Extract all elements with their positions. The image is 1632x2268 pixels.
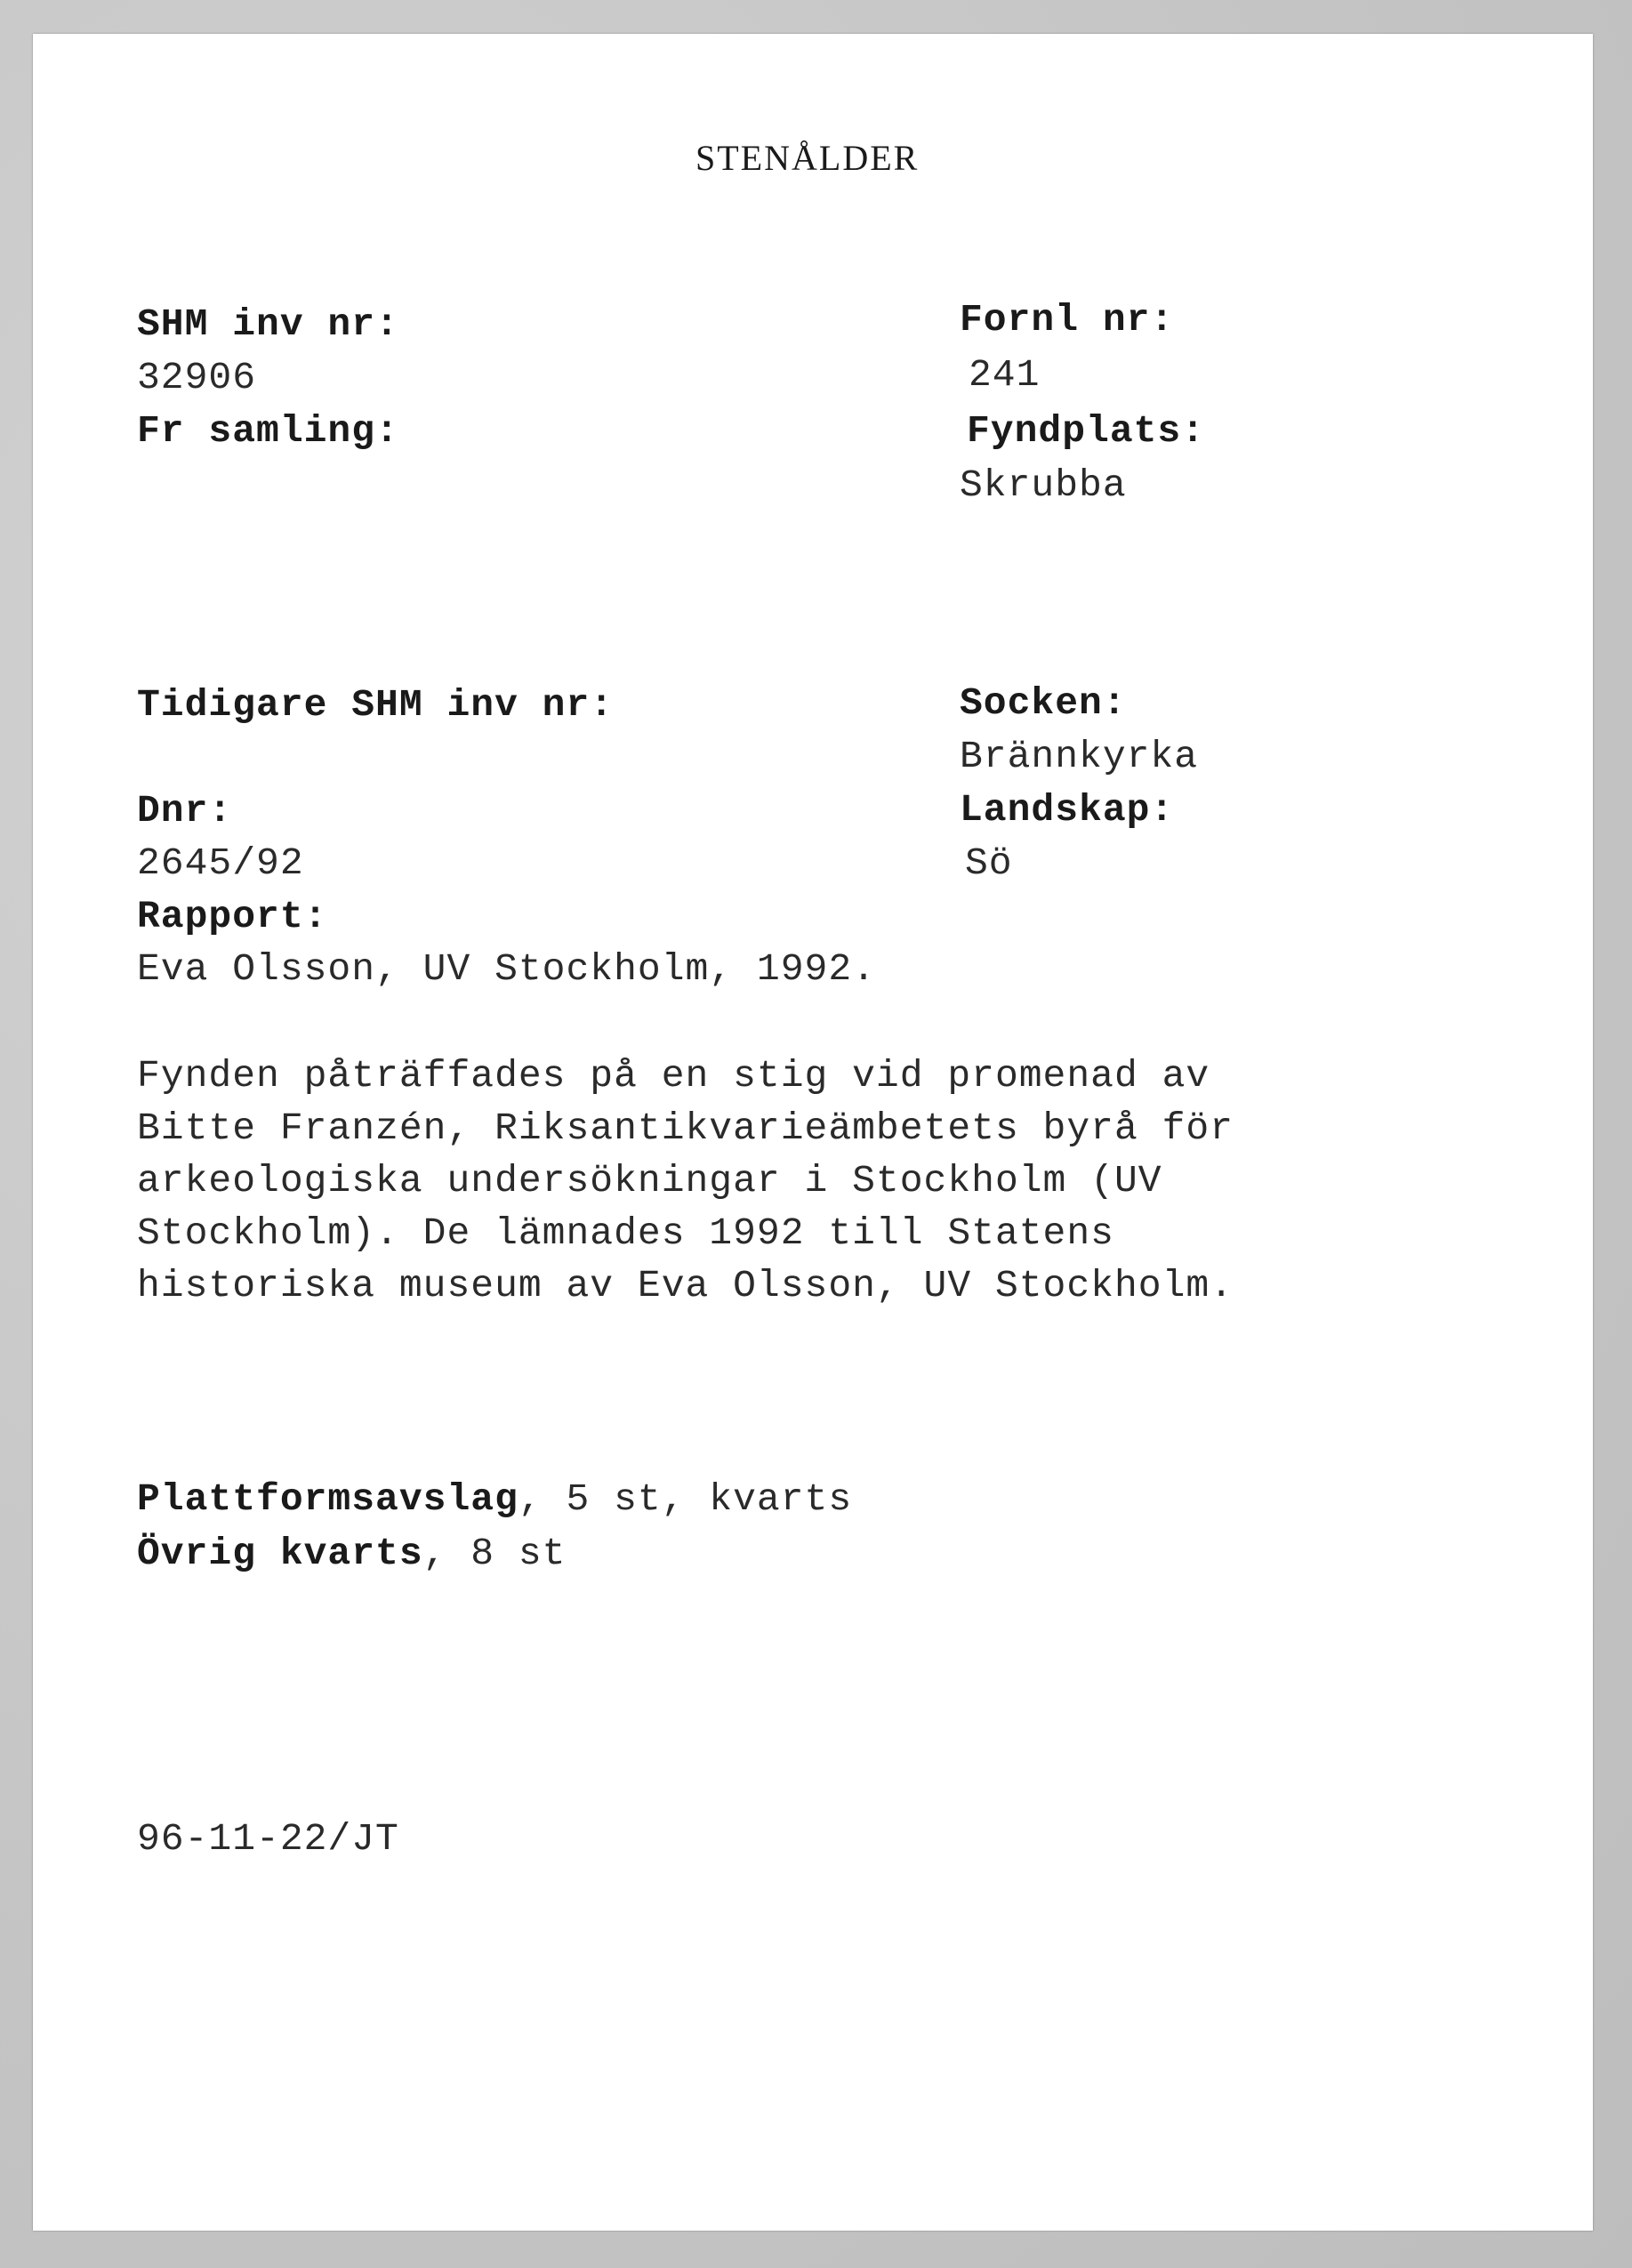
paragraph-line: arkeologiska undersökningar i Stockholm (UV <box>137 1159 1162 1202</box>
date-signature: 96-11-22/JT <box>137 1817 399 1861</box>
fornl-label: Fornl nr: <box>960 298 1175 342</box>
paragraph-line: Fynden påträffades på en stig vid promenad av <box>137 1054 1210 1098</box>
dnr-value: 2645/92 <box>137 841 304 885</box>
document-title: STENÅLDER <box>695 138 920 178</box>
find-detail: , 8 st <box>422 1532 567 1575</box>
socken-label: Socken: <box>960 681 1127 725</box>
fornl-value: 241 <box>969 353 1041 397</box>
paragraph-line: Stockholm). De lämnades 1992 till Statens <box>137 1211 1114 1255</box>
fr-samling-label: Fr samling: <box>137 409 399 453</box>
tidigare-shm-inv-label: Tidigare SHM inv nr: <box>137 683 615 727</box>
paragraph-line: historiska museum av Eva Olsson, UV Stockholm. <box>137 1264 1234 1307</box>
find-name: Plattformsavslag <box>137 1477 519 1521</box>
find-item <box>137 1532 567 1575</box>
dnr-label: Dnr: <box>137 789 233 832</box>
rapport-label: Rapport: <box>137 895 328 938</box>
socken-value: Brännkyrka <box>960 735 1199 778</box>
shm-inv-value: 32906 <box>137 356 257 399</box>
find-item <box>137 1477 853 1521</box>
fyndplats-label: Fyndplats: <box>967 409 1206 453</box>
landskap-label: Landskap: <box>960 788 1175 832</box>
find-detail: , 5 st, kvarts <box>518 1477 853 1521</box>
paragraph-line: Bitte Franzén, Riksantikvarieämbetets byrå för <box>137 1106 1234 1150</box>
landskap-value: Sö <box>965 841 1013 885</box>
document-page <box>33 34 1593 2231</box>
rapport-value: Eva Olsson, UV Stockholm, 1992. <box>137 947 876 991</box>
fyndplats-value: Skrubba <box>960 463 1127 507</box>
shm-inv-label: SHM inv nr: <box>137 302 399 346</box>
find-name: Övrig kvarts <box>137 1532 423 1575</box>
